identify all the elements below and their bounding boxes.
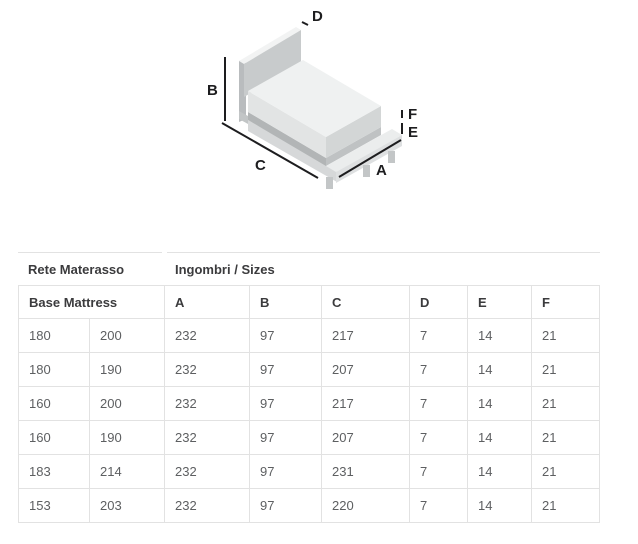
table-cell: 232 <box>165 353 250 387</box>
table-cell: 14 <box>468 421 532 455</box>
table-cell: 217 <box>322 319 410 353</box>
label-a: A <box>376 162 387 179</box>
column-header-f: F <box>532 286 600 319</box>
table-cell: 21 <box>532 387 600 421</box>
table-cell: 7 <box>410 353 468 387</box>
group-header-rete-materasso: Rete Materasso <box>18 252 162 285</box>
table-cell: 190 <box>90 421 165 455</box>
table-cell: 14 <box>468 353 532 387</box>
table-cell: 200 <box>90 319 165 353</box>
table-cell: 203 <box>90 489 165 523</box>
table-cell: 7 <box>410 387 468 421</box>
table-cell: 232 <box>165 421 250 455</box>
label-f: F <box>408 106 418 123</box>
table-cell: 14 <box>468 489 532 523</box>
table-cell: 97 <box>250 353 322 387</box>
table-cell: 207 <box>322 421 410 455</box>
column-header-e: E <box>468 286 532 319</box>
table-cell: 97 <box>250 489 322 523</box>
table-cell: 97 <box>250 421 322 455</box>
column-header-c: C <box>322 286 410 319</box>
table-cell: 14 <box>468 387 532 421</box>
dimension-tick-d <box>302 22 308 25</box>
table-cell: 217 <box>322 387 410 421</box>
table-cell: 207 <box>322 353 410 387</box>
table-cell: 180 <box>18 319 90 353</box>
table-cell: 21 <box>532 421 600 455</box>
label-d: D <box>312 8 323 25</box>
table-cell: 153 <box>18 489 90 523</box>
table-cell: 7 <box>410 455 468 489</box>
table-cell: 14 <box>468 319 532 353</box>
column-header-d: D <box>410 286 468 319</box>
table-cell: 183 <box>18 455 90 489</box>
column-header-a: A <box>165 286 250 319</box>
table-cell: 180 <box>18 353 90 387</box>
table-cell: 214 <box>90 455 165 489</box>
table-cell: 232 <box>165 319 250 353</box>
table-cell: 160 <box>18 387 90 421</box>
table-cell: 232 <box>165 387 250 421</box>
sizes-grid <box>18 285 600 523</box>
bed-leg-right-icon <box>388 151 395 163</box>
table-cell: 21 <box>532 455 600 489</box>
table-cell: 232 <box>165 455 250 489</box>
label-b: B <box>207 82 218 99</box>
table-cell: 7 <box>410 319 468 353</box>
table-cell: 21 <box>532 489 600 523</box>
table-cell: 190 <box>90 353 165 387</box>
bed-dimension-diagram <box>0 0 638 240</box>
column-header-b: B <box>250 286 322 319</box>
table-cell: 21 <box>532 319 600 353</box>
table-cell: 231 <box>322 455 410 489</box>
table-cell: 97 <box>250 319 322 353</box>
bed-leg-middle-icon <box>363 165 370 177</box>
table-cell: 97 <box>250 387 322 421</box>
table-cell: 160 <box>18 421 90 455</box>
table-cell: 21 <box>532 353 600 387</box>
table-group-header-row <box>18 252 600 285</box>
column-header-base-mattress: Base Mattress <box>18 286 165 319</box>
bed-diagram-svg <box>0 0 638 240</box>
table-cell: 97 <box>250 455 322 489</box>
table-cell: 220 <box>322 489 410 523</box>
bed-leg-front-icon <box>326 177 333 189</box>
table-cell: 7 <box>410 421 468 455</box>
label-e: E <box>408 124 419 141</box>
table-cell: 7 <box>410 489 468 523</box>
group-header-ingombri-sizes: Ingombri / Sizes <box>167 252 600 285</box>
table-cell: 200 <box>90 387 165 421</box>
table-cell: 232 <box>165 489 250 523</box>
label-c: C <box>255 157 266 174</box>
sizes-table <box>18 252 600 523</box>
table-cell: 14 <box>468 455 532 489</box>
